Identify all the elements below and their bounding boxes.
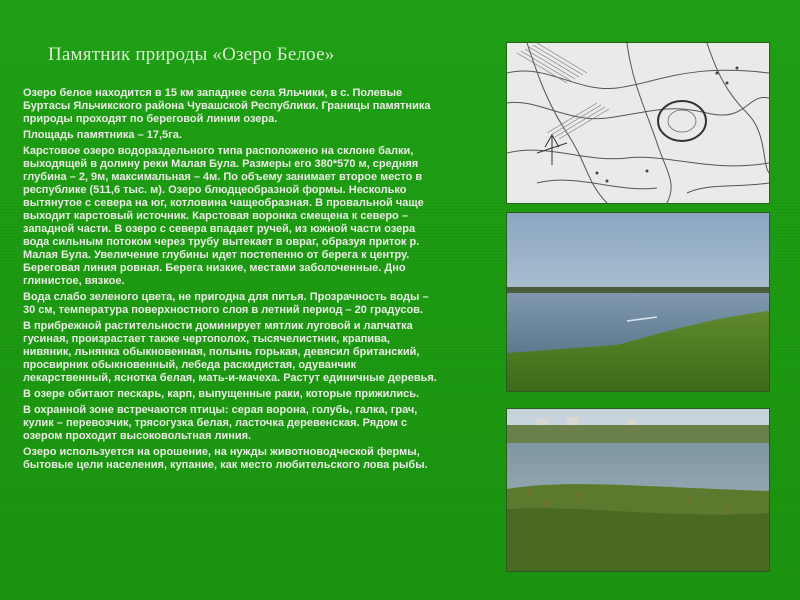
paragraph-vegetation: В прибрежной растительности доминирует мятлик луговой и лапчатка гусиная, произрастает также чертополох, тысячелистник, крапива, нивяник, льнянка обыкновенная, полынь горькая, девясил британский, просвирник обыкновенный, лебеда раскидистая, одуванчик лекарственный, яснотка белая, мать-и-мачеха. Растут единичные деревья. [23,320,437,384]
paragraph-usage: Озеро используется на орошение, на нужды животноводческой фермы, бытовые цели населения, купание, как место любительского лова рыбы. [23,446,428,471]
paragraph-karst: Карстовое озеро водораздельного типа расположено на склоне балки, выходящей в долину реки Малая Була. Размеры его 380*570 м, средняя глубина – 2, 9м, максимальная – 4м. По объему занимает второе место в республике (511,6 тыс. м). Озеро блюдцеобразной формы. Несколько вытянутое с севера на юг, котловина чащеобразная. В провальной чаще выходит карстовый источник. Карстовая воронка смещена к северо – западной части. В озеро с севера впадает ручей, из южной части озера вода сильным потоком через трубу вытекает в овраг, образуя приток р. Малая Була. Увеличение глубины идет постепенно от берега к центру. Береговая линия ровная. Берега низкие, местами заболоченные. Дно глинистое, вязкое. [23,145,424,287]
paragraph-area: Площадь памятника – 17,5га. [23,129,182,141]
paragraph-fish: В озере обитают пескарь, карп, выпущенные раки, которые прижились. [23,388,420,400]
paragraph-water: Вода слабо зеленого цвета, не пригодна для питья. Прозрачность воды – 30 см, температура поверхностного слоя в летний период – 20 градусов. [23,291,429,316]
paragraph-birds: В охранной зоне встречаются птицы: серая ворона, голубь, галка, грач, кулик – перевозчик, трясогузка белая, ласточка деревенская. Рядом с озером проходит высоковольтная линия. [23,404,418,442]
slide-title: Памятник природы «Озеро Белое» [48,44,335,65]
lake-photo-1 [506,212,770,392]
lake-map-image [506,42,770,204]
lake-photo-2 [506,408,770,572]
paragraph-location: Озеро белое находится в 15 км западнее села Яльчики, в с. Полевые Буртасы Яльчикского района Чувашской Республики. Границы памятника природы проходят по береговой линии озера. [23,87,431,125]
description-text [23,87,438,475]
